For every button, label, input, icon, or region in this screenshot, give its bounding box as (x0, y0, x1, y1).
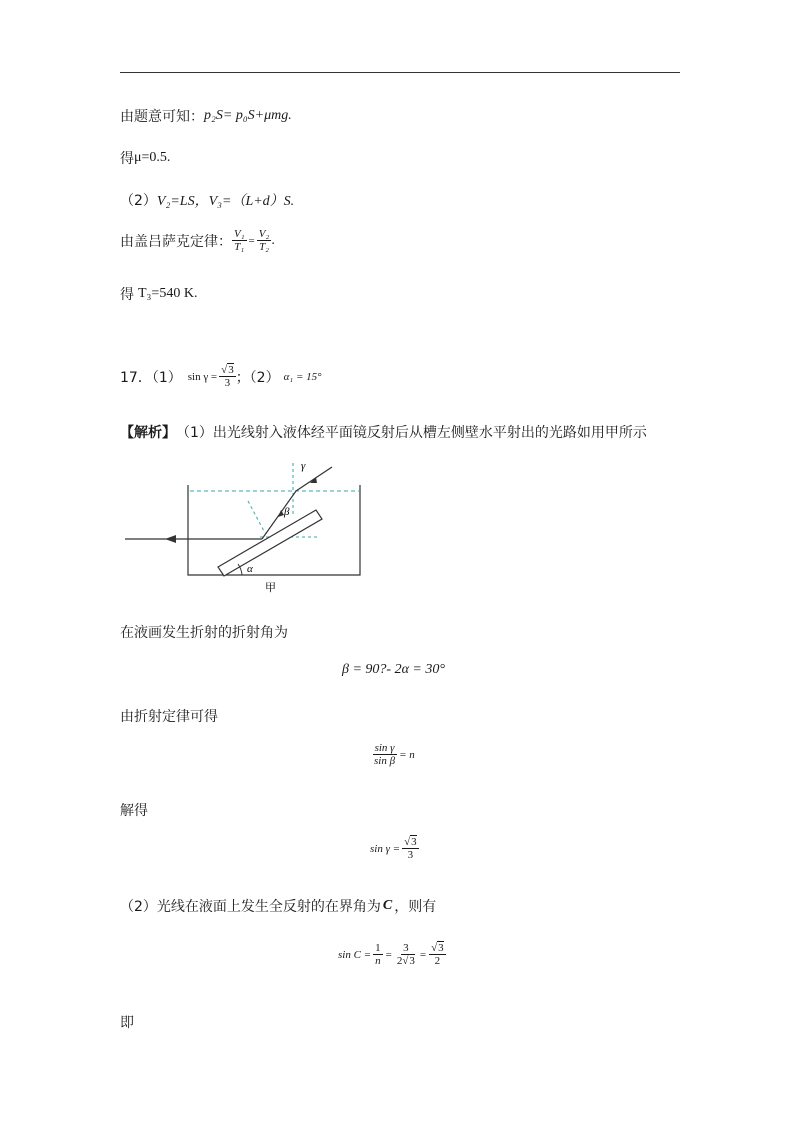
sin-gamma-result: sin γ = $\frac{√3}{3}$ (370, 836, 417, 862)
snell-law: $\frac{\text{sin γ}}{\text{sin β}}$ = n (374, 742, 415, 768)
line-gay-lussac: 由盖吕萨克定律： $\frac{\text{V₁}}{\text{T₁}}$ = $\frac{\text{V₂}}{\text{T₂}}$ . (120, 228, 275, 254)
formula: T₃=540 K. (138, 286, 198, 301)
fraction-sqrt3-over-3: $\frac{√3}{3}$ (404, 836, 417, 862)
mirror-normal (248, 501, 265, 533)
figure-caption: 甲 (265, 581, 276, 594)
question-number: 17．（1） (120, 369, 182, 386)
p1-text: 在液画发生折射的折射角为 (120, 625, 288, 641)
fraction-v1-t1: $\frac{\text{V₁}}{\text{T₁}}$ (234, 228, 245, 254)
incident-arrow (310, 477, 317, 483)
critical-angle-formula: sin C = $\frac{1}{n}$ = $\frac{3}{2√3}$ = $\frac{√3}{2}$ (338, 942, 444, 968)
label: 得 (120, 151, 134, 167)
optics-diagram (110, 455, 390, 595)
analysis-line (120, 422, 647, 442)
fraction-sqrt3-over-3: $\frac{√3}{3}$ (221, 364, 234, 390)
label: 由盖吕萨克定律： (120, 233, 232, 250)
p4-line: （2）光线在液面上发生全反射的在界角为 C ，则有 (120, 898, 437, 915)
fraction-sqrt3-over-2: $\frac{√3}{2}$ (431, 942, 444, 968)
analysis-tag: 【解析】 (120, 425, 176, 441)
line-mu (120, 148, 170, 168)
analysis-text: （1）出光线射入液体经平面镜反射后从槽左侧壁水平射出的光路如用甲所示 (176, 425, 647, 441)
mirror-plate (218, 510, 322, 576)
label: 由题意可知： (120, 109, 204, 125)
p3-text: 解得 (120, 803, 148, 819)
alpha-label: α (247, 563, 253, 575)
p5-text: 即 (120, 1015, 134, 1031)
question-17-answer: 17．（1） sin γ = $\frac{√3}{3}$ ；（2） α₁ = 15° (120, 364, 322, 390)
exit-arrow (165, 535, 176, 543)
formula: p₂S= p₀S+μmg. (204, 108, 292, 123)
tank-outline (188, 485, 360, 575)
top-divider (120, 72, 680, 73)
label: 得 (120, 287, 134, 303)
formula: μ=0.5. (134, 150, 171, 165)
label: （2） (120, 193, 157, 209)
line-volumes (120, 190, 294, 210)
beta-formula: β = 90?- 2α = 30° (342, 662, 445, 677)
line-t3 (120, 284, 197, 304)
line-pressure (120, 106, 292, 126)
gamma-label: γ (301, 460, 306, 472)
fraction-sin-ratio: $\frac{\text{sin γ}}{\text{sin β}}$ (374, 742, 396, 768)
formula: V₂=LS，V₃=（L+d）S. (156, 194, 295, 209)
fraction-3-over-2sqrt3: $\frac{3}{2√3}$ (396, 942, 415, 968)
fraction-v2-t2: $\frac{\text{V₂}}{\text{T₂}}$ (258, 228, 270, 254)
alpha-answer: α₁ = 15° (283, 370, 322, 383)
p2-text: 由折射定律可得 (120, 709, 218, 725)
fraction-1-over-n: $\frac{1}{n}$ (375, 942, 381, 968)
beta-label: β (284, 506, 290, 518)
